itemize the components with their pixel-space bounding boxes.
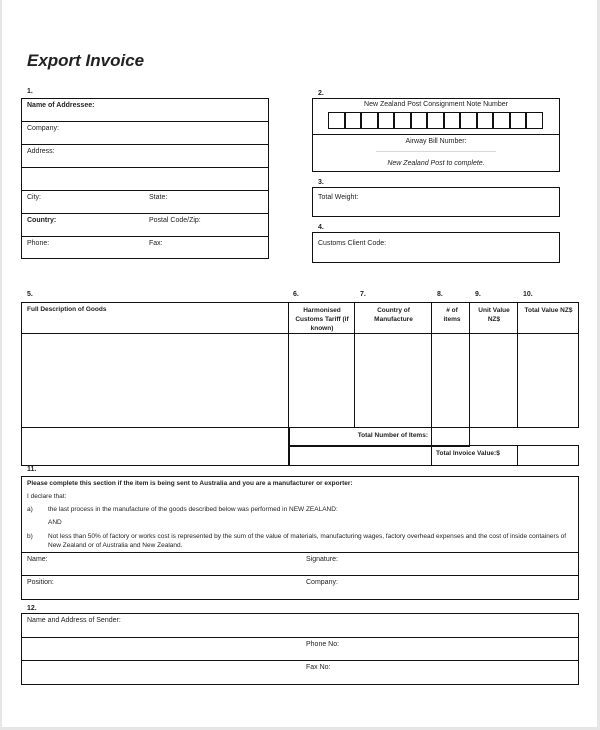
consignment-digit-cell[interactable] [345, 112, 362, 129]
section-number: 7. [360, 291, 366, 298]
section-number: 12. [27, 605, 37, 612]
declare-text: I declare that: [27, 493, 67, 500]
customs-client-code-field[interactable]: Customs Client Code: [318, 240, 387, 247]
section-number: 9. [475, 291, 481, 298]
declarant-name-field[interactable]: Name: [27, 556, 48, 563]
company-field[interactable]: Company: [27, 125, 59, 132]
export-invoice-form [2, 0, 597, 727]
total-weight-box [312, 187, 560, 217]
column-header-description: Full Description of Goods [27, 306, 107, 313]
section-number: 4. [318, 224, 324, 231]
declarant-company-field[interactable]: Company: [306, 579, 338, 586]
consignment-digit-cell[interactable] [361, 112, 378, 129]
and-text: AND [48, 519, 62, 526]
section-number: 8. [437, 291, 443, 298]
consignment-digit-cell[interactable] [444, 112, 461, 129]
consignment-digit-cell[interactable] [460, 112, 477, 129]
consignment-digit-cell[interactable] [477, 112, 494, 129]
state-field[interactable]: State: [149, 194, 168, 201]
consignment-digit-cell[interactable] [328, 112, 345, 129]
phone-field[interactable]: Phone: [27, 240, 50, 247]
consignment-digit-cell[interactable] [427, 112, 444, 129]
clause-marker: a) [27, 506, 33, 513]
consignment-digit-cell[interactable] [378, 112, 395, 129]
consignment-digit-cell[interactable] [526, 112, 543, 129]
total-weight-field[interactable]: Total Weight: [318, 194, 359, 201]
column-header-tariff: Harmonised Customs Tariff (if known) [295, 307, 349, 332]
sender-fax-field[interactable]: Fax No: [306, 664, 331, 671]
total-items-label: Total Number of Items: [357, 432, 428, 439]
addressee-name-field[interactable]: Name of Addressee: [27, 102, 95, 109]
signature-field[interactable]: Signature: [306, 556, 338, 563]
section-number: 11. [27, 466, 37, 473]
nz-post-note: New Zealand Post to complete. [387, 160, 485, 167]
consignment-digit-cell[interactable] [510, 112, 527, 129]
column-header-country: Country of Manufacture [374, 307, 413, 323]
consignment-digit-cell[interactable] [394, 112, 411, 129]
consignment-digit-cell[interactable] [411, 112, 428, 129]
consignment-digit-cell[interactable] [493, 112, 510, 129]
sender-phone-field[interactable]: Phone No: [306, 641, 340, 648]
postal-code-field[interactable]: Postal Code/Zip: [149, 217, 201, 224]
declaration-heading: Please complete this section if the item is being sent to Australia and you are a manufacturer or exporter: [27, 480, 353, 487]
column-header-items: # of items [443, 307, 461, 323]
country-field[interactable]: Country: [27, 217, 57, 224]
column-header-total-value: Total Value NZ$ [524, 307, 573, 314]
clause-a-text: the last process in the manufacture of the goods described below was performed in NEW ZEALAND: [48, 506, 338, 513]
fax-field[interactable]: Fax: [149, 240, 163, 247]
section-number: 6. [293, 291, 299, 298]
section-number: 5. [27, 291, 33, 298]
section-number: 1. [27, 88, 33, 95]
page-title: Export Invoice [27, 51, 145, 70]
column-header-unit-value: Unit Value NZ$ [478, 307, 510, 323]
goods-footer-blank [21, 427, 290, 466]
clause-marker: b) [27, 533, 33, 540]
section-number: 2. [318, 90, 324, 97]
total-value-row [288, 445, 579, 466]
clause-b-text: Not less than 50% of factory or works cost is represented by the sum of the value of materials, manufacturing wages, factory overhead expenses and the cost of inside containers of New Zealand or of Australia and New Zealand. [48, 533, 567, 549]
city-field[interactable]: City: [27, 194, 41, 201]
airway-bill-field[interactable]: ------------------------------------------------------------ [376, 149, 496, 155]
airway-bill-label: Airway Bill Number: [405, 138, 467, 145]
total-invoice-value-label: Total Invoice Value:$ [436, 450, 500, 457]
section-number: 10. [523, 291, 533, 298]
consignment-label: New Zealand Post Consignment Note Number [364, 101, 508, 108]
section-number: 3. [318, 179, 324, 186]
sender-name-address-field[interactable]: Name and Address of Sender: [27, 617, 121, 624]
addressee-box [21, 98, 269, 259]
address-field[interactable]: Address: [27, 148, 55, 155]
customs-client-code-box [312, 232, 560, 263]
position-field[interactable]: Position: [27, 579, 54, 586]
